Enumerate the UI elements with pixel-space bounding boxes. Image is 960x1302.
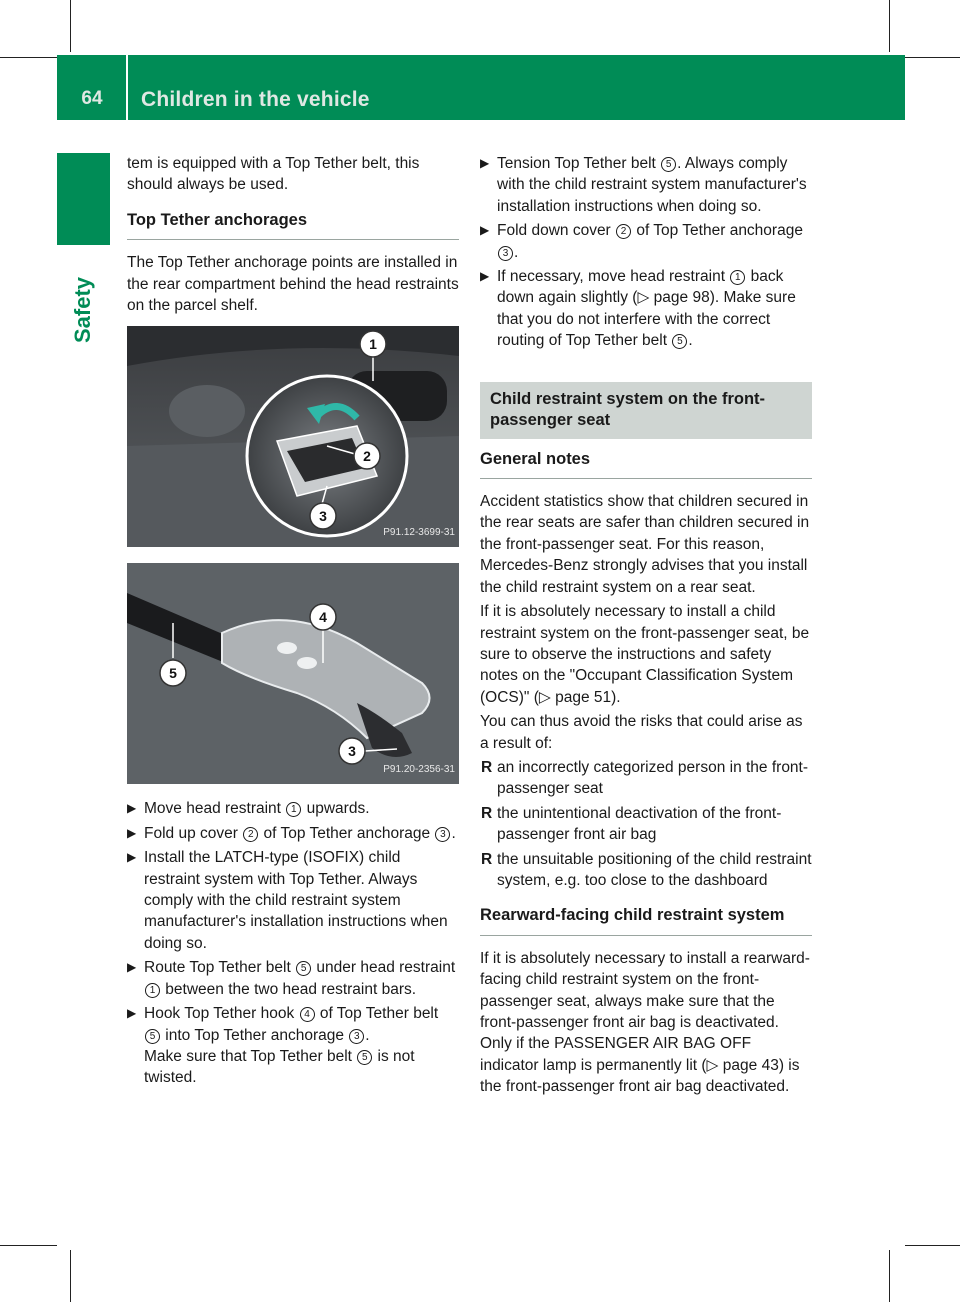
callout-number: 5 xyxy=(145,1029,160,1044)
step-arrow-icon: ▶ xyxy=(480,269,490,284)
callout-number: 3 xyxy=(349,1029,364,1044)
header-divider xyxy=(126,55,128,120)
list-item: R an incorrectly categorized person in the front-passenger seat xyxy=(481,758,809,798)
crop-mark xyxy=(0,1245,57,1246)
callout-number: 1 xyxy=(286,802,301,817)
figure-code: P91.12-3699-31 xyxy=(383,527,455,539)
side-label: Safety xyxy=(70,276,95,344)
step-arrow-icon: ▶ xyxy=(480,223,490,238)
anchorages-text: The Top Tether anchorage points are installed in the rear compartment behind the head restraints on the parcel shelf. xyxy=(127,254,459,315)
callout-number: 5 xyxy=(357,1050,372,1065)
figure-callout: 3 xyxy=(348,743,356,760)
figure-code: P91.20-2356-31 xyxy=(383,764,455,776)
callout-number: 5 xyxy=(661,157,676,172)
callout-number: 3 xyxy=(435,827,450,842)
general-notes-p3: You can thus avoid the risks that could arise as a result of: xyxy=(480,713,803,752)
figure-callout: 1 xyxy=(369,336,377,353)
crop-mark xyxy=(889,1250,890,1302)
callout-number: 2 xyxy=(616,224,631,239)
crop-mark xyxy=(889,0,890,52)
callout-number: 5 xyxy=(672,334,687,349)
figure-callout: 2 xyxy=(363,448,371,465)
intro-text: tem is equipped with a Top Tether belt, this should always be used. xyxy=(127,155,420,194)
step-arrow-icon: ▶ xyxy=(127,850,137,865)
callout-number: 3 xyxy=(498,246,513,261)
crop-mark xyxy=(905,1245,960,1246)
bullet-icon: R xyxy=(481,758,493,776)
step-arrow-icon: ▶ xyxy=(127,1006,137,1021)
figure-anchorage xyxy=(127,326,459,547)
rearward-heading: Rearward-facing child restraint system xyxy=(480,905,812,935)
instruction-step: ▶ Move head restraint 1 upwards. xyxy=(127,798,459,819)
side-tab xyxy=(57,153,110,245)
crop-mark xyxy=(905,57,960,58)
step-arrow-icon: ▶ xyxy=(127,960,137,975)
crop-mark xyxy=(70,0,71,52)
callout-number: 2 xyxy=(243,827,258,842)
step-arrow-icon: ▶ xyxy=(127,801,137,816)
callout-number: 5 xyxy=(296,961,311,976)
tether-hook-illustration xyxy=(127,563,459,784)
page-number: 64 xyxy=(81,88,103,109)
crop-mark xyxy=(0,57,57,58)
head-restraint-left xyxy=(169,385,245,437)
general-notes-p1: Accident statistics show that children secured in the rear seats are safer than children secured in the front-passenger seat. For this reason, Mercedes-Benz strongly advises that you install the child restraint system on a rear seat. xyxy=(480,493,810,596)
figure-callout: 4 xyxy=(319,609,327,626)
general-notes-heading: General notes xyxy=(480,449,812,479)
callout-number: 1 xyxy=(145,983,160,998)
step-arrow-icon: ▶ xyxy=(127,825,137,840)
figure-callout: 5 xyxy=(169,665,177,682)
bullet-icon: R xyxy=(481,850,493,868)
figure-tether-hook xyxy=(127,563,459,784)
bullet-icon: R xyxy=(481,804,493,822)
section-title: Child restraint system on the front-passenger seat xyxy=(480,382,812,439)
instruction-step: ▶ Route Top Tether belt 5 under head restraint 1 between the two head restraint bars. xyxy=(127,959,456,998)
instruction-step: ▶ Fold up cover 2 of Top Tether anchorage 3 . xyxy=(127,823,459,844)
step-arrow-icon: ▶ xyxy=(480,156,490,170)
anchorage-illustration xyxy=(127,326,459,547)
anchorages-heading: Top Tether anchorages xyxy=(127,210,459,240)
instruction-step: ▶ Fold down cover 2 of Top Tether anchorage 3 . xyxy=(480,222,803,261)
left-column xyxy=(127,153,459,1092)
figure-callout: 3 xyxy=(319,508,327,525)
instruction-step: ▶ Hook Top Tether hook 4 of Top Tether belt 5 into Top Tether anchorage 3 . Make sure that Top Tether belt 5 is not twisted. xyxy=(127,1005,439,1087)
instruction-step: ▶ Install the LATCH-type (ISOFIX) child restraint system with Top Tether. Always comply with the child restraint system manufacturer's installation instructions when doing so. xyxy=(127,849,448,952)
instruction-step: ▶ If necessary, move head restraint 1 back down again slightly (▷ page 98). Make sure that you do not interfere with the correct routing of Top Tether belt 5 . xyxy=(480,268,796,350)
callout-number: 4 xyxy=(300,1007,315,1022)
rearward-text: If it is absolutely necessary to install a rearward-facing child restraint system on the front-passenger seat, always make sure that the front-passenger front air bag is deactivated. Only if the PASSENGER AIR BAG OFF indicator lamp is permanently lit (▷ page 43) is the front-passenger front air bag deactivated. xyxy=(480,949,810,1096)
list-item: R the unsuitable positioning of the child restraint system, e.g. too close to the dashboard xyxy=(481,850,812,889)
instruction-step: ▶ Tension Top Tether belt 5 . Always comply with the child restraint system manufacturer's installation instructions when doing so. xyxy=(480,155,807,215)
left-steps xyxy=(127,798,459,1088)
crop-mark xyxy=(70,1250,71,1302)
page-title: Children in the vehicle xyxy=(141,88,370,111)
right-column xyxy=(480,153,812,1101)
list-item: R the unintentional deactivation of the front-passenger front air bag xyxy=(481,804,782,844)
right-steps xyxy=(480,153,812,352)
callout-number: 1 xyxy=(730,270,745,285)
general-notes-p2: If it is absolutely necessary to install a child restraint system on the front-passenger seat, be sure to observe the instructions and safety notes on the "Occupant Classification System (OCS)" (▷ page 51). xyxy=(480,603,810,706)
